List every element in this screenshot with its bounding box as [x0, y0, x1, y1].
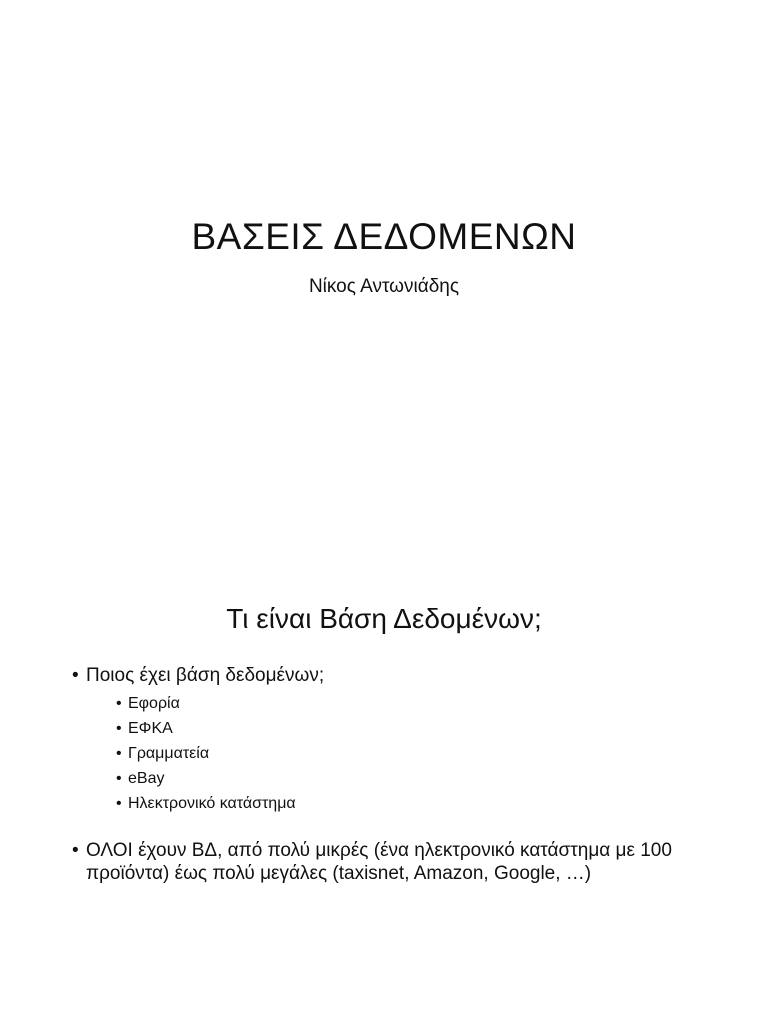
- list-item: [72, 839, 712, 885]
- sub-list-item-text: Εφορία: [128, 695, 180, 712]
- sub-list-item: [116, 691, 712, 716]
- sub-list-item: [116, 791, 712, 816]
- content-slide-title: Τι είναι Βάση Δεδομένων;: [226, 603, 542, 634]
- sub-list-item: [116, 741, 712, 766]
- bullet-icon: •: [116, 720, 122, 737]
- sub-list-item-text: eBay: [128, 770, 165, 787]
- content-slide: [0, 512, 768, 1024]
- bullet-list: [72, 664, 712, 885]
- bullet-icon: •: [116, 795, 122, 812]
- sub-list-item-text: ΕΦΚΑ: [128, 720, 173, 737]
- bullet-icon: •: [116, 745, 122, 762]
- slide-subtitle-author: Νίκος Αντωνιάδης: [308, 276, 460, 297]
- slide-title: ΒΑΣΕΙΣ ΔΕΔΟΜΕΝΩΝ: [191, 216, 577, 257]
- bullet-icon: •: [116, 770, 122, 787]
- list-item-text: ΟΛΟΙ έχουν ΒΔ, από πολύ μικρές (ένα ηλεκτρονικό κατάστημα με 100 προϊόντα) έως πολύ μεγάλες (taxisnet, Amazon, Google, …): [86, 840, 672, 884]
- sub-list-item-text: Ηλεκτρονικό κατάστημα: [128, 795, 296, 812]
- list-item-text: Ποιος έχει βάση δεδομένων;: [86, 665, 325, 686]
- list-item: [72, 664, 712, 816]
- sub-list-item: [116, 766, 712, 791]
- bullet-icon: •: [72, 840, 79, 861]
- sub-bullet-list: [86, 691, 712, 816]
- sub-list-item-text: Γραμματεία: [128, 745, 210, 762]
- sub-list-item: [116, 716, 712, 741]
- bullet-icon: •: [116, 695, 122, 712]
- bullet-icon: •: [72, 665, 79, 686]
